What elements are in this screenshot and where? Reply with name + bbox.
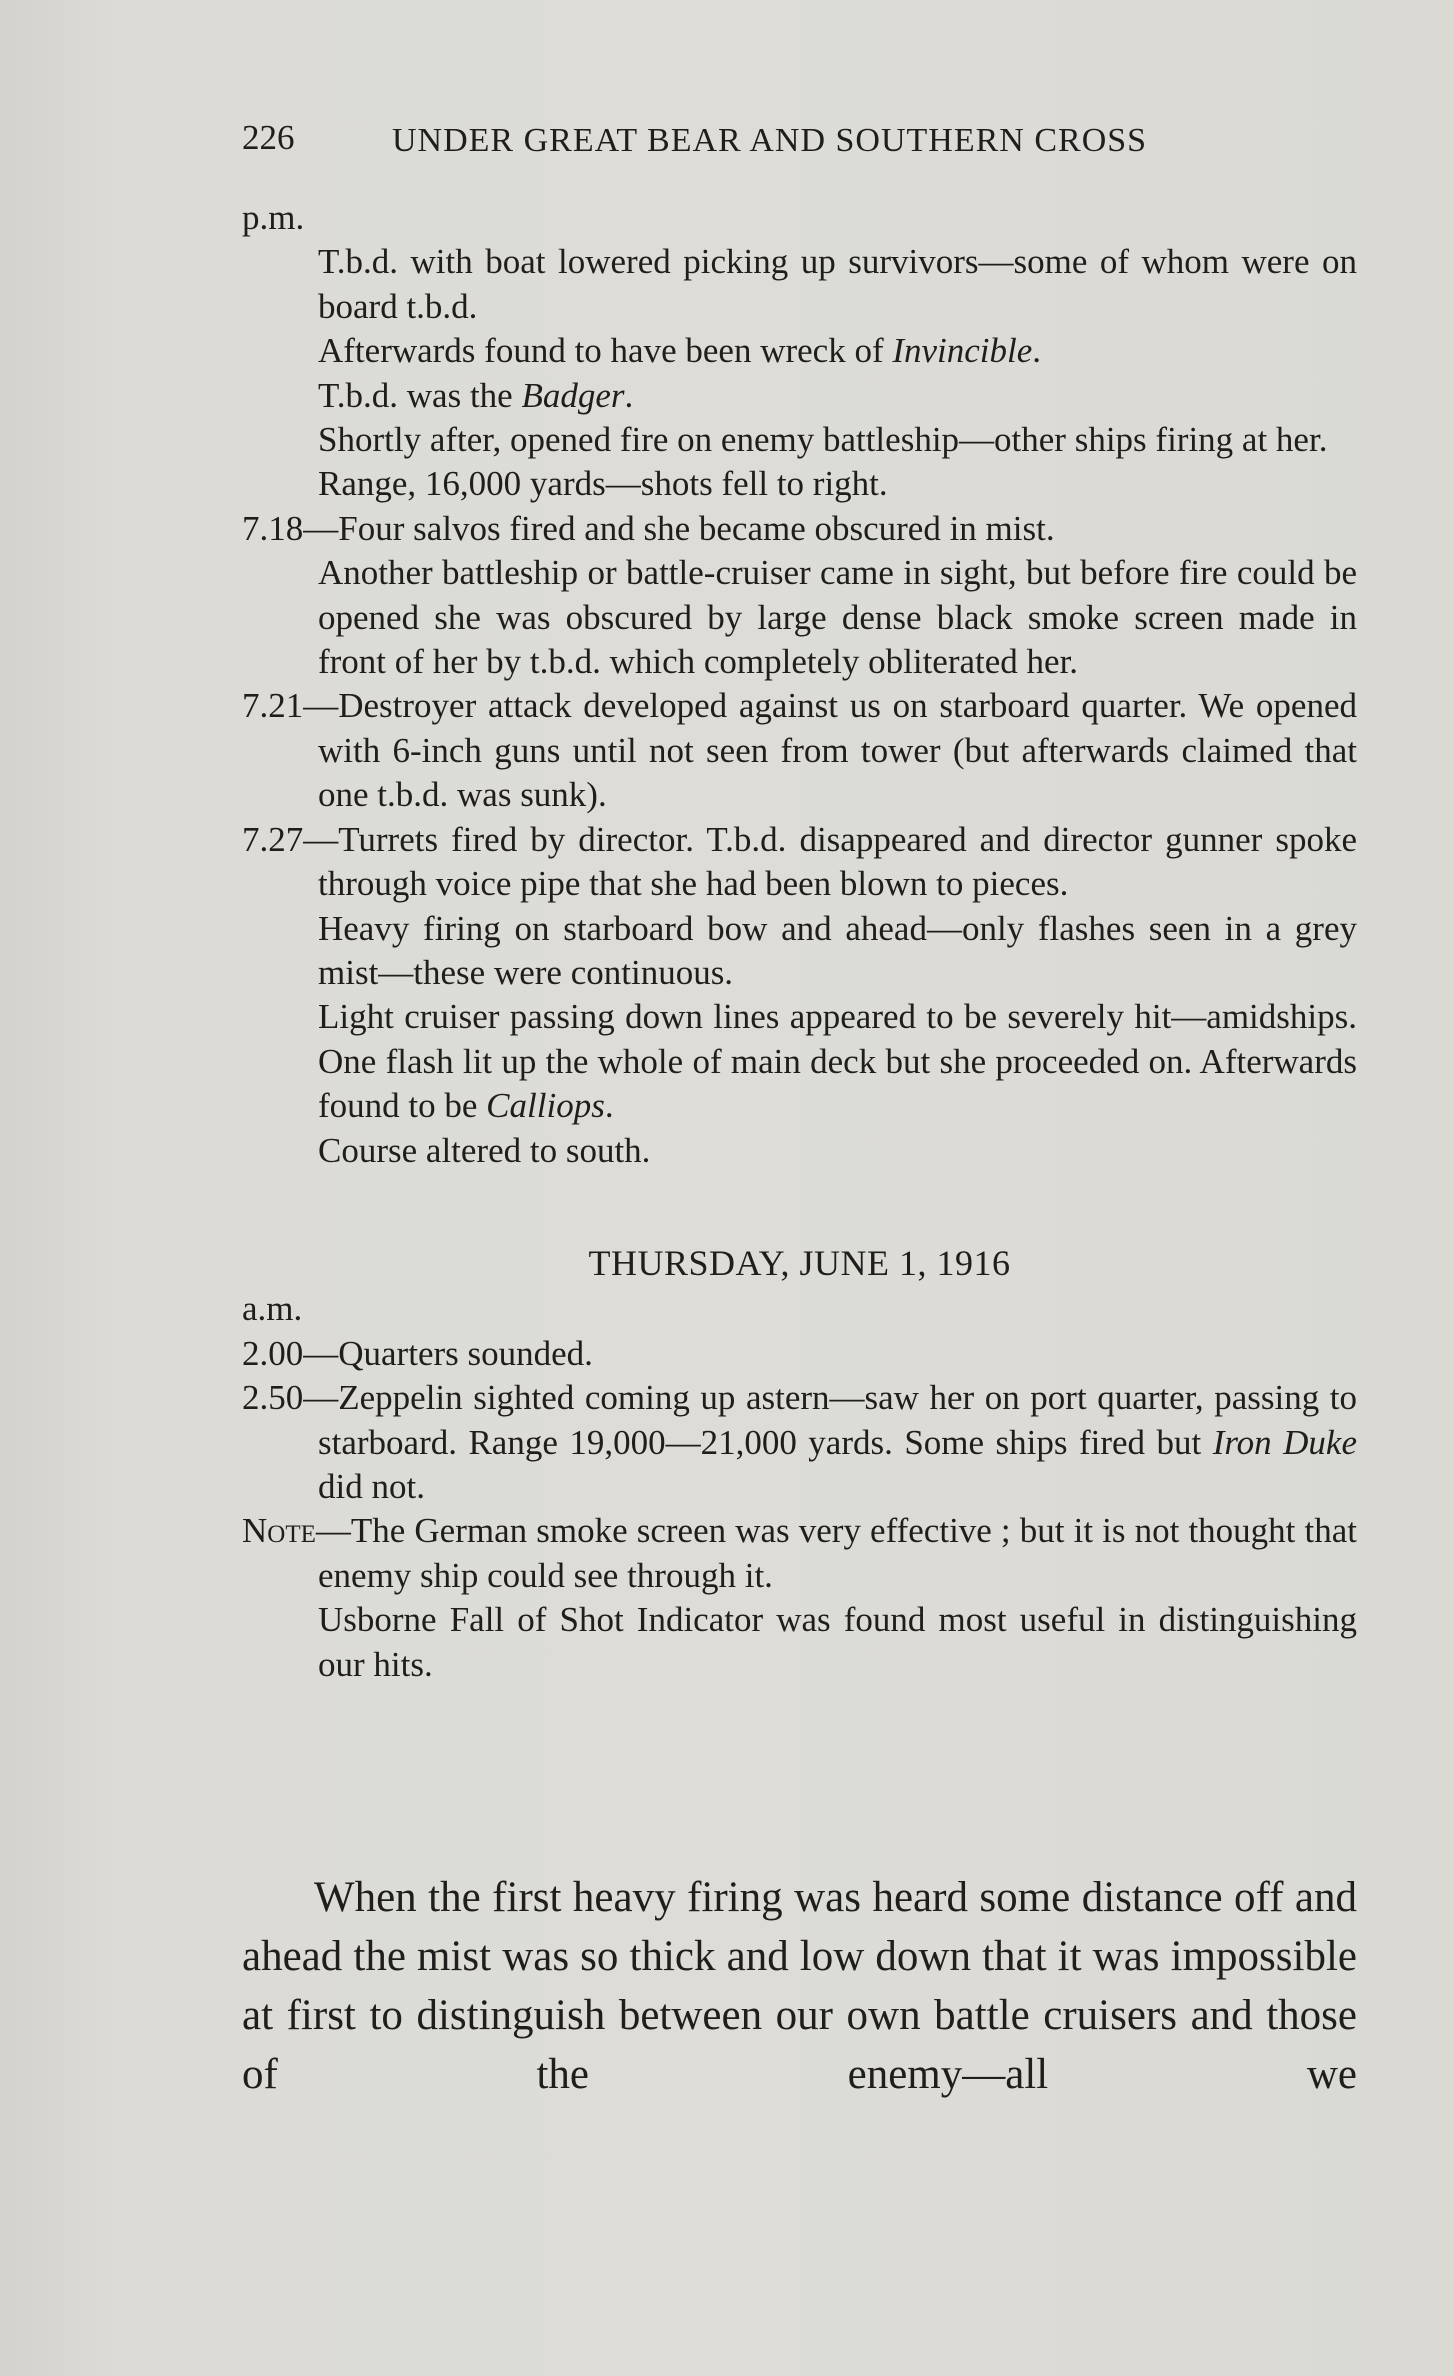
ship-name: Badger bbox=[521, 375, 625, 415]
log-timed-entry: 7.18—Four salvos fired and she became obscured in mist. bbox=[242, 508, 1055, 548]
log-paragraph: Range, 16,000 yards—shots fell to right. bbox=[318, 464, 888, 504]
log-timed-entry: 2.00—Quarters sounded. bbox=[242, 1333, 593, 1373]
ship-name: Invincible bbox=[892, 331, 1033, 371]
day-heading: THURSDAY, JUNE 1, 1916 bbox=[588, 1242, 1011, 1283]
log-paragraph: Another battleship or battle-cruiser came in sight, but before fire could be opened she was obscured by large dense black smoke screen made in front of her by t.b.d. which completely obliterated her. bbox=[318, 553, 1357, 682]
narrative-text bbox=[242, 1868, 1357, 2104]
note-label: Note bbox=[242, 1511, 316, 1551]
log-paragraph: Afterwards found to have been wreck of Invincible. bbox=[318, 331, 1042, 371]
log-paragraph: Course altered to south. bbox=[318, 1130, 651, 1170]
log-paragraph: Usborne Fall of Shot Indicator was found most useful in distinguishing our hits. bbox=[318, 1600, 1357, 1684]
narrative-paragraph: When the first heavy firing was heard some distance off and ahead the mist was so thick and low down that it was impossible at first to distinguish between our own battle cruisers and those of the enemy—all we bbox=[242, 1874, 1357, 2098]
log-timed-entry: 7.27—Turrets fired by director. T.b.d. disappeared and director gunner spoke through voice pipe that she had been blown to pieces. bbox=[242, 819, 1357, 904]
page-header bbox=[242, 118, 1242, 168]
log-paragraph: Light cruiser passing down lines appeared to be severely hit—amidships. One flash lit up the whole of main deck but she proceeded on. Afterwards found to be Calliops. bbox=[318, 997, 1357, 1126]
log-note: Note—The German smoke screen was very effective ; but it is not thought that enemy ship could see through it. bbox=[242, 1511, 1357, 1595]
running-title: UNDER GREAT BEAR AND SOUTHERN CROSS bbox=[392, 122, 1148, 159]
ship-name: Iron Duke bbox=[1212, 1422, 1357, 1462]
log-paragraph: T.b.d. with boat lowered picking up survivors—some of whom were on board t.b.d. bbox=[318, 242, 1357, 326]
log-time-marker: a.m. bbox=[242, 1289, 303, 1329]
ship-name: Calliops bbox=[486, 1086, 605, 1126]
log-paragraph: Heavy firing on starboard bow and ahead—only flashes seen in a grey mist—these were continuous. bbox=[318, 908, 1357, 992]
page-number: 226 bbox=[242, 118, 295, 157]
log-timed-entry: 2.50—Zeppelin sighted coming up astern—saw her on port quarter, passing to starboard. Range 19,000—21,000 yards. Some ships fired but Iron Duke did not. bbox=[242, 1378, 1357, 1506]
log-time-marker: p.m. bbox=[242, 198, 305, 237]
log-timed-entry: 7.21—Destroyer attack developed against us on starboard quarter. We opened with 6-inch guns until not seen from tower (but afterwards claimed that one t.b.d. was sunk). bbox=[242, 686, 1357, 815]
action-log bbox=[242, 196, 1357, 1687]
log-paragraph: T.b.d. was the Badger. bbox=[318, 375, 634, 415]
log-paragraph: Shortly after, opened fire on enemy battleship—other ships firing at her. bbox=[318, 420, 1328, 460]
